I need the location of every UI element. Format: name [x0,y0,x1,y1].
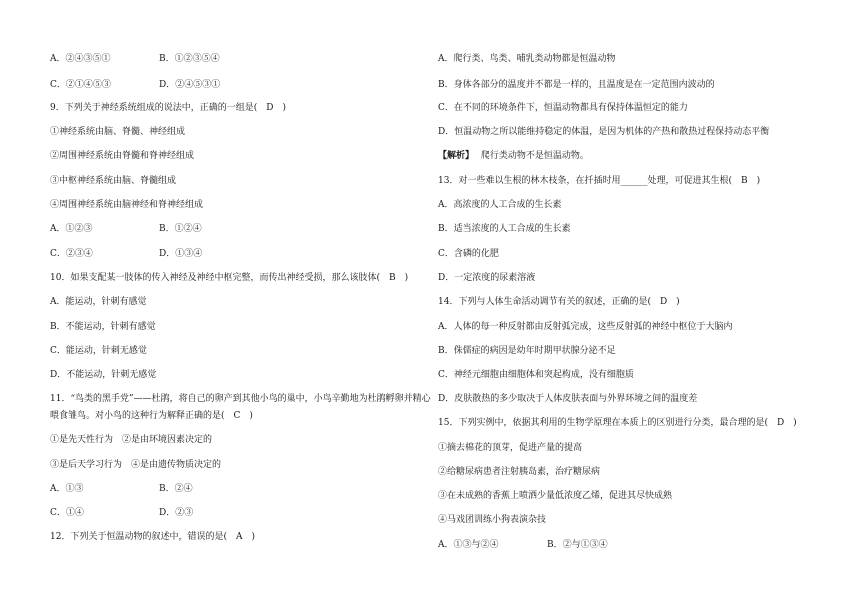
q11-items-line-1: ①是先天性行为 ②是由环境因素决定的 [50,435,213,445]
q11-stem-line-1: 11．“鸟类的黑手党”——杜鹃，将自己的卵产到其他小鸟的巢中，小鸟辛勤地为杜鹃孵卵并精心 [50,394,431,404]
q14-option-c: C．神经元细胞由细胞体和突起构成，没有细胞质 [438,370,634,380]
q12-option-b: B．身体各部分的温度并不都是一样的，且温度是在一定范围内波动的 [438,80,715,90]
q15-item-4: ④马戏团训练小狗表演杂技 [438,515,547,525]
q9-option-b: B．①②④ [159,224,202,234]
q13-option-a: A．高浓度的人工合成的生长素 [438,200,562,210]
q12-option-d: D．恒温动物之所以能维持稳定的体温，是因为机体的产热和散热过程保持动态平衡 [438,127,770,137]
q15-option-b: B．②与①③④ [547,540,608,550]
q13-stem: 13．对一些难以生根的林木枝条，在扦插时用______处理，可促进其生根( B ) [438,176,761,186]
q8-options-row-1 [50,54,220,65]
q11-options-row-1 [50,484,193,495]
q15-stem: 15．下列实例中，依据其利用的生物学原理在本质上的区别进行分类，最合理的是( D ) [438,418,797,428]
q8-options-row-2 [50,80,221,91]
q13-option-d: D．一定浓度的尿素溶液 [438,273,536,283]
q11-option-c: C．①④ [50,508,84,518]
q8-option-d: D．②④⑤③① [159,80,221,90]
q15-option-a: A．①③与②④ [438,540,499,550]
q14-stem: 14．下列与人体生命活动调节有关的叙述，正确的是( D ) [438,297,680,307]
q9-item-3: ③中枢神经系统由脑、脊髓组成 [50,176,177,186]
q15-item-2: ②给糖尿病患者注射胰岛素，治疗糖尿病 [438,467,601,477]
q11-option-d: D．②③ [159,508,194,518]
analysis-text: 爬行类动物不是恒温动物。 [480,151,589,161]
q10-option-d: D．不能运动，针刺无感觉 [50,370,157,380]
q12-stem: 12．下列关于恒温动物的叙述中，错误的是( A ) [50,532,255,542]
q10-stem: 10．如果支配某一肢体的传入神经及神经中枢完整，而传出神经受损，那么该肢体( B ) [50,273,409,283]
q9-options-row-2 [50,249,203,260]
q14-option-a: A．人体的每一种反射都由反射弧完成，这些反射弧的神经中枢位于大脑内 [438,322,733,332]
q9-option-a: A．①②③ [50,224,93,234]
q15-options-row [438,540,608,551]
q9-item-2: ②周围神经系统由脊髓和脊神经组成 [50,151,195,161]
q9-item-1: ①神经系统由脑、脊髓、神经组成 [50,127,186,137]
q13-option-b: B．适当浓度的人工合成的生长素 [438,224,571,234]
q13-option-c: C．含磷的化肥 [438,249,499,259]
q8-option-c: C．②①④⑤③ [50,80,111,90]
q11-options-row-2 [50,508,194,519]
q9-stem: 9．下列关于神经系统组成的说法中，正确的一组是( D ) [50,103,286,113]
q9-option-c: C．②③④ [50,249,93,259]
q15-item-3: ③在未成熟的香蕉上喷洒少量低浓度乙烯，促进其尽快成熟 [438,491,673,501]
q12-option-c: C．在不同的环境条件下，恒温动物都具有保持体温恒定的能力 [438,103,688,113]
q14-option-b: B．侏儒症的病因是幼年时期甲状腺分泌不足 [438,346,616,356]
q10-option-b: B．不能运动，针刺有感觉 [50,322,156,332]
q9-option-d: D．①③④ [159,249,203,259]
q8-option-a: A．②④③⑤① [50,54,111,64]
q12-analysis [438,151,589,162]
q12-option-a: A．爬行类、鸟类、哺乳类动物都是恒温动物 [438,54,616,64]
q9-options-row-1 [50,224,202,235]
q8-option-b: B．①②③⑤④ [159,54,220,64]
analysis-label: 【解析】 [438,151,475,161]
q10-option-c: C．能运动，针刺无感觉 [50,346,147,356]
q10-option-a: A．能运动，针刺有感觉 [50,297,147,307]
q15-item-1: ①摘去棉花的顶芽，促进产量的提高 [438,443,583,453]
q14-option-d: D．皮肤散热的多少取决于人体皮肤表面与外界环境之间的温度差 [438,394,698,404]
q11-option-a: A．①③ [50,484,84,494]
q11-stem-line-2: 喂食雏鸟。对小鸟的这种行为解释正确的是( C ) [50,411,253,421]
q11-option-b: B．②④ [159,484,193,494]
q11-items-line-2: ③是后天学习行为 ④是由遗传物质决定的 [50,460,222,470]
q9-item-4: ④周围神经系统由脑神经和脊神经组成 [50,200,204,210]
